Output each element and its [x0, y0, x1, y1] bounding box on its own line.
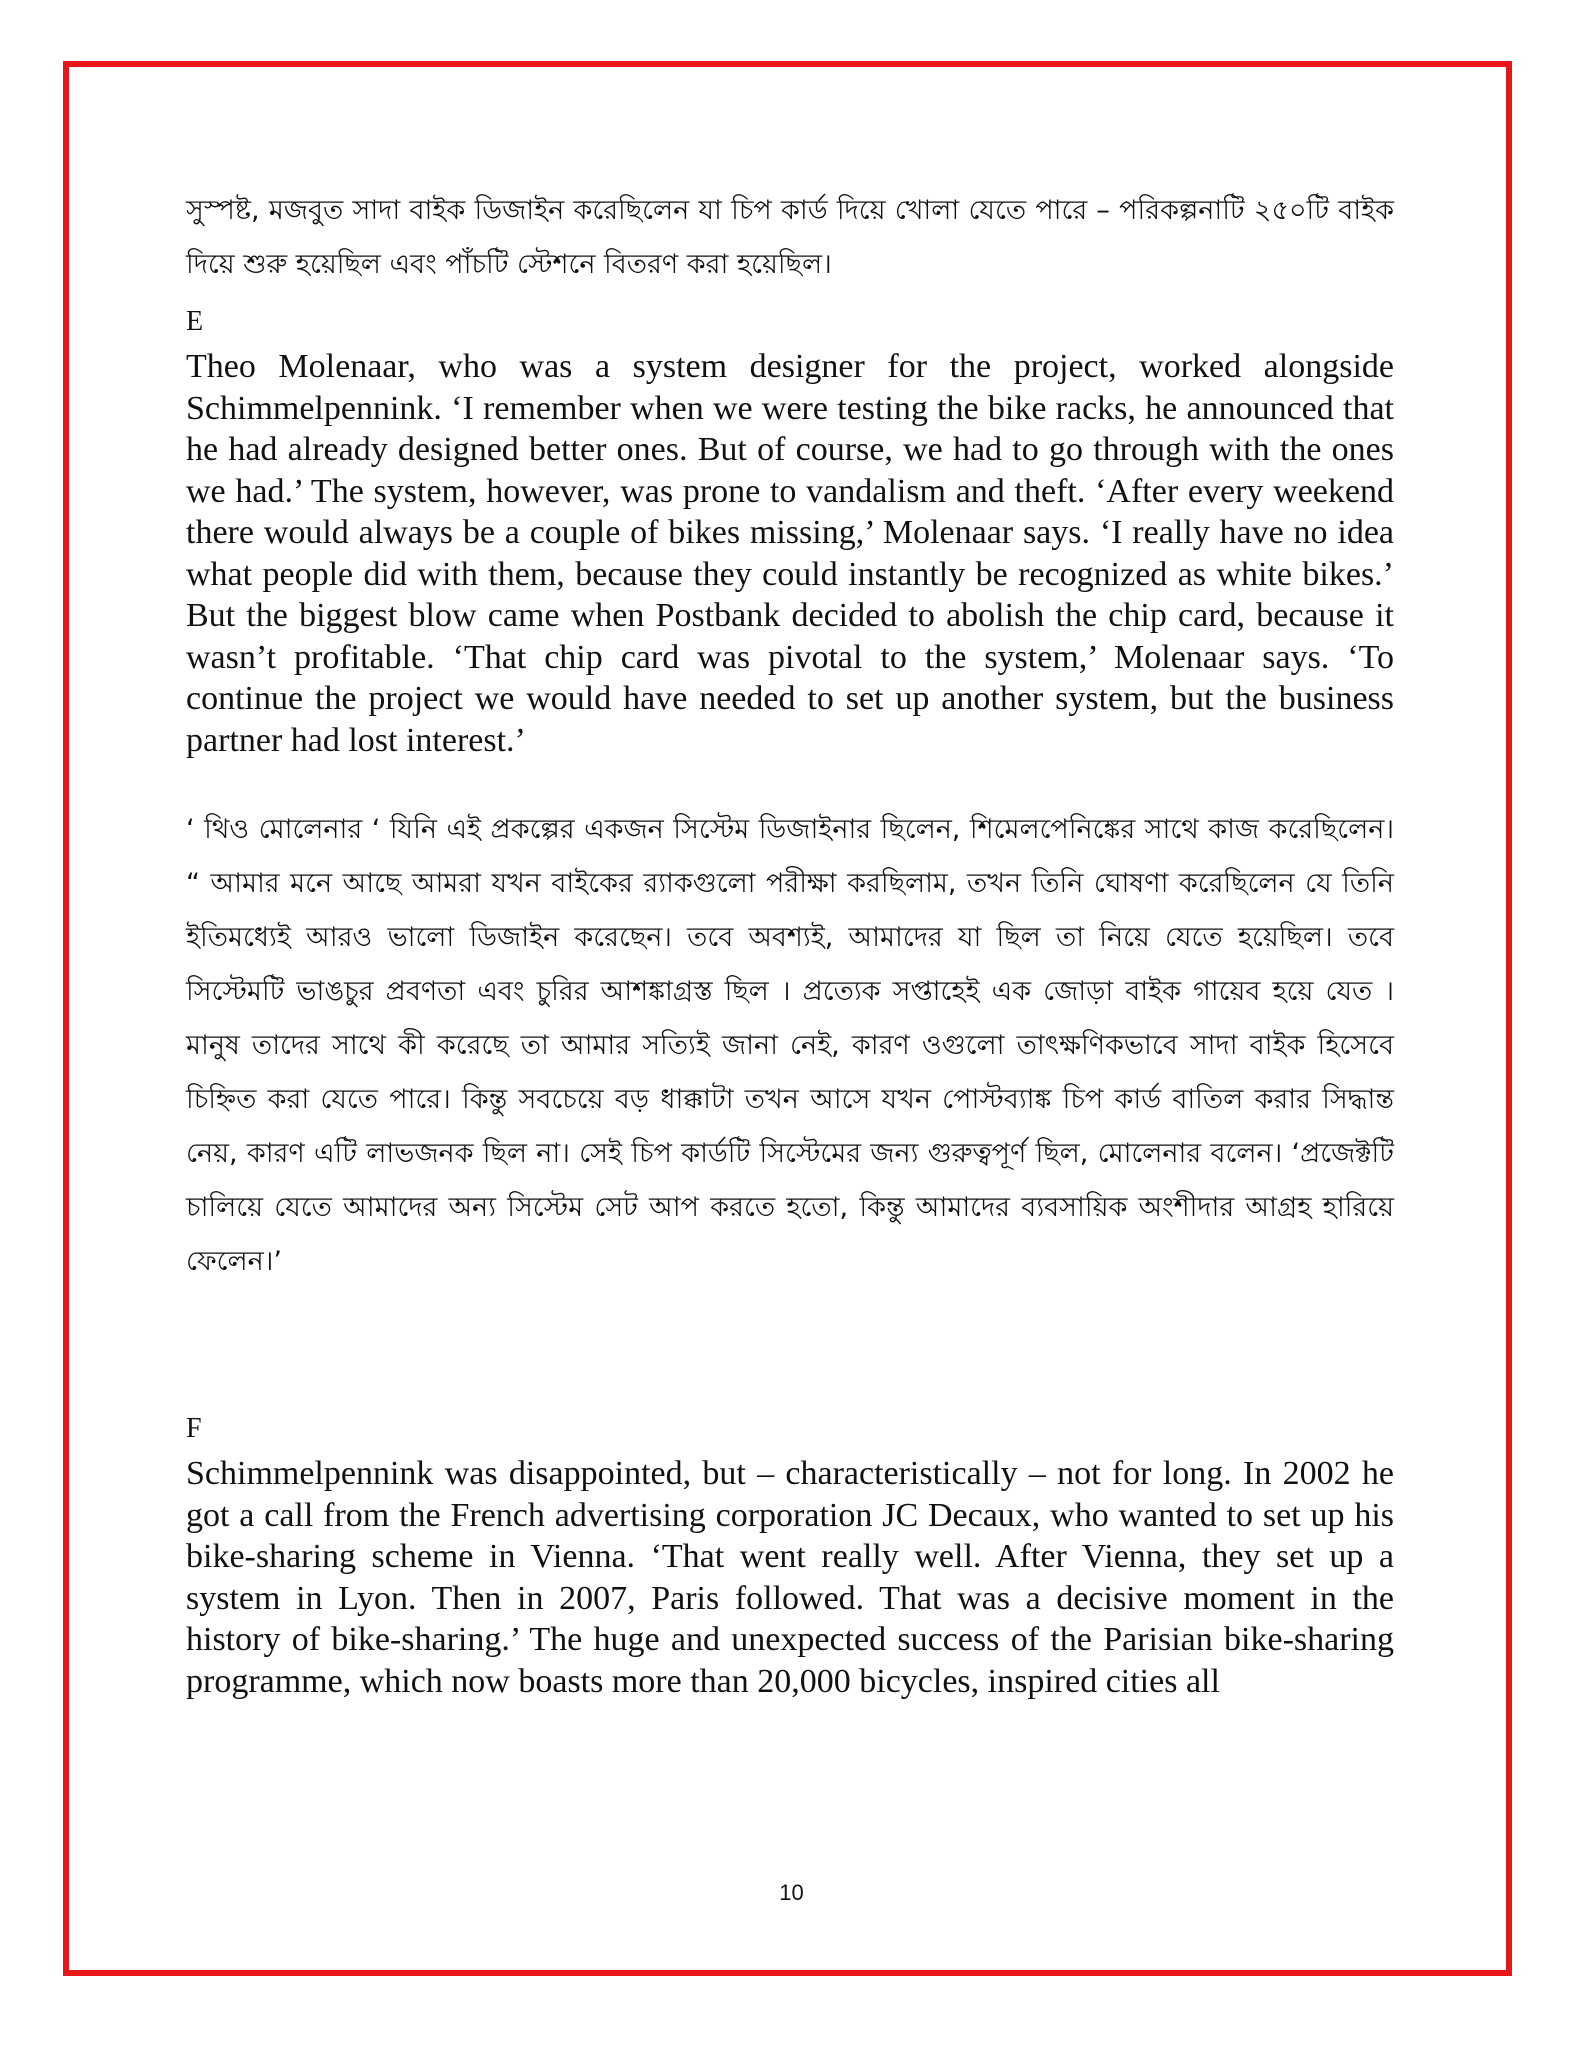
section-spacer — [186, 1289, 1394, 1409]
paragraph-spacer — [186, 761, 1394, 803]
page-content — [186, 184, 1394, 1702]
english-paragraph-f: Schimmelpennink was disappointed, but – characteristically – not for long. In 2002 he got a call from the French advertising corporation JC Decaux, who wanted to set up his bike-sharing scheme in Vienna. ‘That went really well. After Vienna, they set up a system in Lyon. Then in 2007, Paris followed. That was a decisive moment in the history of bike-sharing.’ The huge and unexpected success of the Parisian bike-sharing programme, which now boasts more than 20,000 bicycles, inspired cities all — [186, 1455, 1394, 1700]
bengali-intro-paragraph: সুস্পষ্ট, মজবুত সাদা বাইক ডিজাইন করেছিলেন যা চিপ কার্ড দিয়ে খোলা যেতে পারে – পরিকল্পনাটি ২৫০টি বাইক দিয়ে শুরু হয়েছিল এবং পাঁচটি স্টেশনে বিতরণ করা হয়েছিল। — [186, 195, 1394, 280]
section-letter-e: E — [186, 306, 204, 337]
bengali-paragraph-e: ‘ থিও মোলেনার ‘ যিনি এই প্রকল্পের একজন সিস্টেম ডিজাইনার ছিলেন, শিমেলপেনিঙ্কের সাথে কাজ করেছিলেন। “ আমার মনে আছে আমরা যখন বাইকের র‍্যাকগুলো পরীক্ষা করছিলাম, তখন তিনি ঘোষণা করেছিলেন যে তিনি ইতিমধ্যেই আরও ভালো ডিজাইন করেছেন। তবে অবশ্যই, আমাদের যা ছিল তা নিয়ে যেতে হয়েছিল। তবে সিস্টেমটি ভাঙচুর প্রবণতা এবং চুরির আশঙ্কাগ্রস্ত ছিল । প্রত্যেক সপ্তাহেই এক জোড়া বাইক গায়েব হয়ে যেত । মানুষ তাদের সাথে কী করেছে তা আমার সত্যিই জানা নেই, কারণ ওগুলো তাৎক্ষণিকভাবে সাদা বাইক হিসেবে চিহ্নিত করা যেতে পারে। কিন্তু সবচেয়ে বড় ধাক্কাটা তখন আসে যখন পোস্টব্যাঙ্ক চিপ কার্ড বাতিল করার সিদ্ধান্ত নেয়, কারণ এটি লাভজনক ছিল না। সেই চিপ কার্ডটি সিস্টেমের জন্য গুরুত্বপূর্ণ ছিল, মোলেনার বলেন। ‘প্রজেক্টটি চালিয়ে যেতে আমাদের অন্য সিস্টেম সেট আপ করতে হতো, কিন্তু আমাদের ব্যবসায়িক অংশীদার আগ্রহ হারিয়ে ফেলেন।’ — [186, 814, 1394, 1277]
page-number: 10 — [779, 1880, 804, 1905]
english-paragraph-e: Theo Molenaar, who was a system designer for the project, worked alongside Schimmelpennink. ‘I remember when we were testing the bike racks, he announced that he had already designed better ones. But of course, we had to go through with the ones we had.’ The system, however, was prone to vandalism and theft. ‘After every weekend there would always be a couple of bikes missing,’ Molenaar says. ‘I really have no idea what people did with them, because they could instantly be recognized as white bikes.’ But the biggest blow came when Postbank decided to abolish the chip card, because it wasn’t profitable. ‘That chip card was pivotal to the system,’ Molenaar says. ‘To continue the project we would have needed to set up another system, but the business partner had lost interest.’ — [186, 348, 1394, 759]
section-letter-f: F — [186, 1413, 202, 1444]
